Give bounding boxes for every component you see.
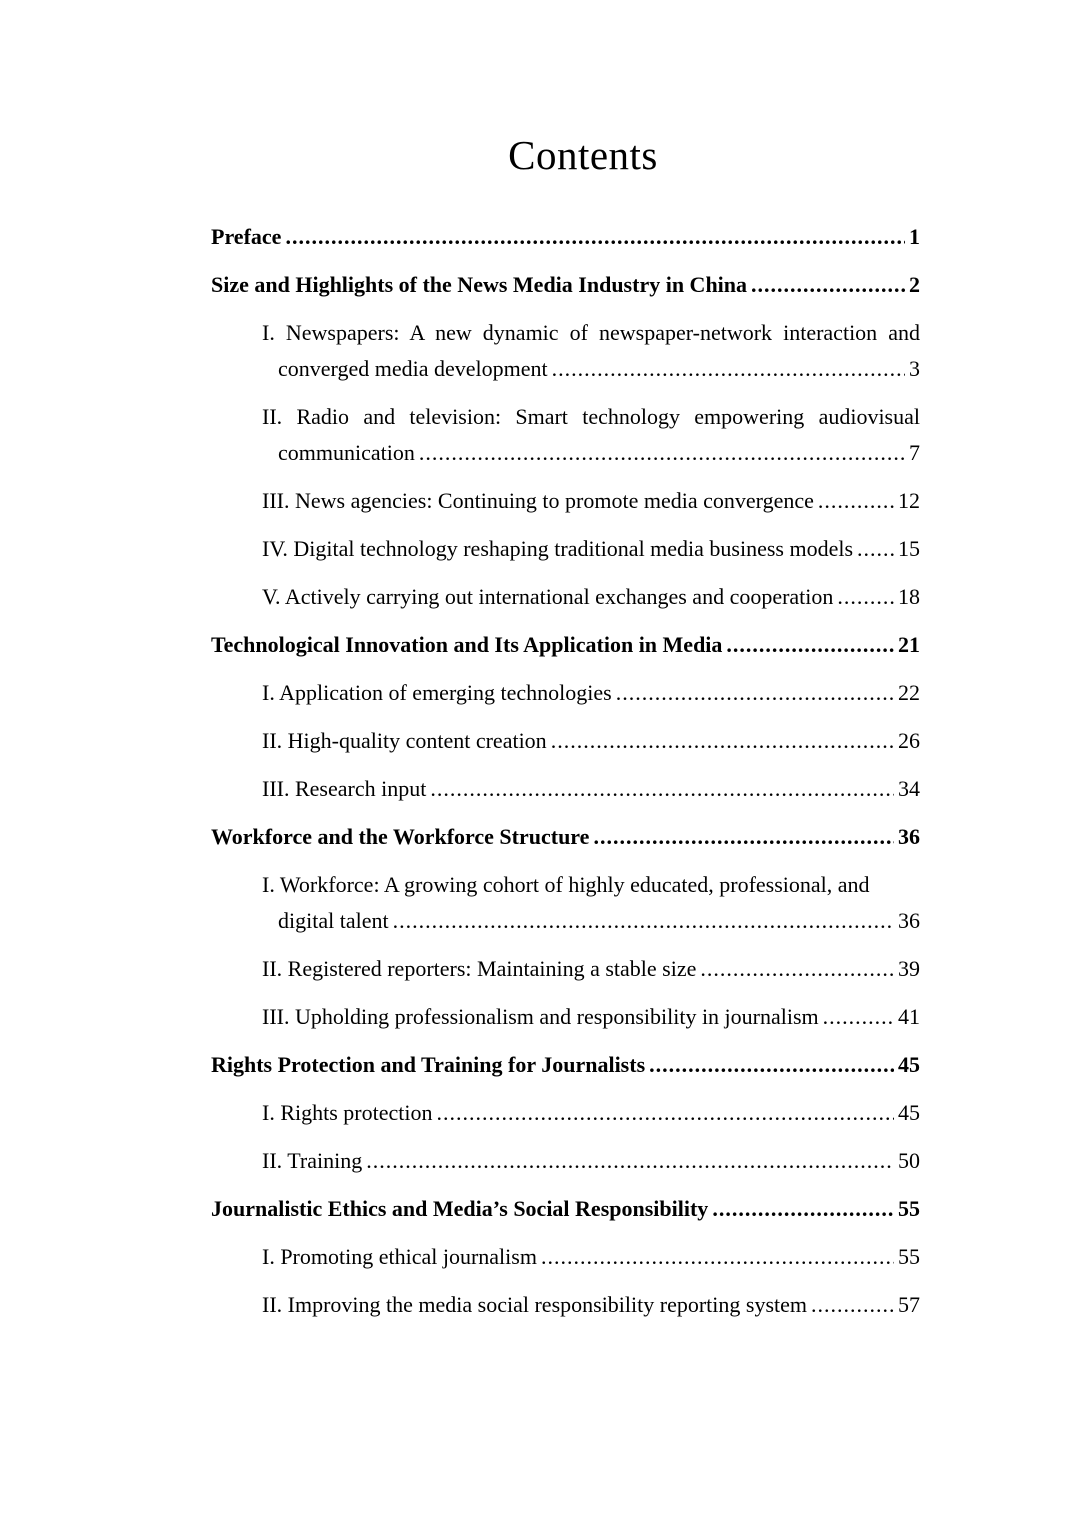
toc-entry[interactable] [211, 771, 920, 807]
dot-leader [616, 675, 894, 711]
toc-entry[interactable] [211, 483, 920, 519]
dot-leader [712, 1191, 894, 1227]
toc-entry-row [262, 1095, 920, 1131]
toc-entry-label: Journalistic Ethics and Media’s Social Responsibility [211, 1196, 709, 1221]
dot-leader [857, 531, 894, 567]
toc-entry[interactable] [211, 999, 920, 1035]
page-number: 45 [898, 1100, 920, 1125]
page-number: 21 [898, 632, 920, 657]
toc-entry-row [262, 903, 920, 939]
page-number: 2 [909, 272, 920, 297]
toc-entry[interactable] [211, 1239, 920, 1275]
toc-entry-label: II. High-quality content creation [262, 728, 547, 753]
toc-entry-row [262, 999, 920, 1035]
page-number: 1 [909, 224, 920, 249]
toc-entry-label: I. Promoting ethical journalism [262, 1244, 537, 1269]
toc-entry-row [262, 351, 920, 387]
toc-entry-row [262, 1239, 920, 1275]
dot-leader [285, 219, 905, 255]
toc-entry[interactable] [211, 531, 920, 567]
page-number: 45 [898, 1052, 920, 1077]
toc-entry-row [211, 819, 920, 855]
toc-entry-label: IV. Digital technology reshaping traditional media business models [262, 536, 854, 561]
page-number: 50 [898, 1148, 920, 1173]
toc-entry[interactable] [211, 1095, 920, 1131]
dot-leader [436, 1095, 894, 1131]
toc-entry-row [262, 483, 920, 519]
toc-entry-label: Technological Innovation and Its Application in Media [211, 632, 723, 657]
page-number: 15 [898, 536, 920, 561]
dot-leader [393, 903, 894, 939]
toc-entry[interactable] [211, 627, 920, 663]
dot-leader [649, 1047, 894, 1083]
toc-entry-label: III. News agencies: Continuing to promote media convergence [262, 488, 814, 513]
toc-entry[interactable] [211, 675, 920, 711]
toc-entry-row [262, 579, 920, 615]
page-number: 39 [898, 956, 920, 981]
dot-leader [551, 723, 894, 759]
toc-list [211, 219, 920, 1335]
page-number: 7 [909, 440, 920, 465]
toc-entry-label: II. Registered reporters: Maintaining a stable size [262, 956, 697, 981]
toc-entry-row [262, 675, 920, 711]
page-number: 36 [898, 824, 920, 849]
toc-entry-row [211, 219, 920, 255]
toc-entry[interactable] [211, 399, 920, 471]
toc-entry[interactable] [211, 1191, 920, 1227]
toc-entry-label: I. Application of emerging technologies [262, 680, 612, 705]
page-number: 22 [898, 680, 920, 705]
toc-entry-row [211, 1191, 920, 1227]
page-number: 3 [909, 356, 920, 381]
dot-leader [837, 579, 894, 615]
toc-entry-label: Rights Protection and Training for Journalists [211, 1052, 646, 1077]
toc-entry[interactable] [211, 867, 920, 939]
dot-leader [366, 1143, 894, 1179]
toc-entry-label: communication [278, 440, 415, 465]
page-number: 41 [898, 1004, 920, 1029]
toc-entry[interactable] [211, 951, 920, 987]
toc-entry[interactable] [211, 219, 920, 255]
dot-leader [552, 351, 905, 387]
toc-entry-label: III. Upholding professionalism and responsibility in journalism [262, 1004, 819, 1029]
dot-leader [751, 267, 905, 303]
dot-leader [811, 1287, 894, 1323]
dot-leader [541, 1239, 894, 1275]
page-number: 55 [898, 1244, 920, 1269]
toc-entry-label: V. Actively carrying out international exchanges and cooperation [262, 584, 834, 609]
toc-entry[interactable] [211, 579, 920, 615]
toc-entry[interactable] [211, 315, 920, 387]
page-number: 57 [898, 1292, 920, 1317]
toc-entry-row [262, 435, 920, 471]
page-number: 36 [898, 908, 920, 933]
toc-entry[interactable] [211, 1143, 920, 1179]
page-number: 26 [898, 728, 920, 753]
toc-entry-label: II. Training [262, 1148, 363, 1173]
toc-entry-row [262, 771, 920, 807]
toc-entry-label: digital talent [278, 908, 389, 933]
dot-leader [430, 771, 894, 807]
toc-entry-row [262, 951, 920, 987]
dot-leader [726, 627, 894, 663]
page-number: 12 [898, 488, 920, 513]
toc-entry-row [262, 723, 920, 759]
toc-entry-label: Workforce and the Workforce Structure [211, 824, 590, 849]
toc-entry-row [211, 267, 920, 303]
toc-entry-line1: I. Workforce: A growing cohort of highly educated, professional, and [262, 872, 870, 897]
toc-entry-label: III. Research input [262, 776, 427, 801]
dot-leader [593, 819, 894, 855]
toc-entry[interactable] [211, 267, 920, 303]
page-title: Contents [508, 132, 658, 178]
dot-leader [419, 435, 905, 471]
dot-leader [700, 951, 894, 987]
toc-entry-row [211, 627, 920, 663]
toc-entry-row [262, 1143, 920, 1179]
dot-leader [823, 999, 894, 1035]
toc-entry[interactable] [211, 819, 920, 855]
dot-leader [818, 483, 894, 519]
toc-entry-row [211, 1047, 920, 1083]
toc-entry[interactable] [211, 1047, 920, 1083]
toc-entry-row [262, 1287, 920, 1323]
toc-entry-line1: II. Radio and television: Smart technology empowering audiovisual [262, 404, 920, 429]
toc-entry-label: converged media development [278, 356, 548, 381]
toc-entry-label: I. Rights protection [262, 1100, 433, 1125]
page-number: 55 [898, 1196, 920, 1221]
toc-entry-row [262, 531, 920, 567]
page-number: 18 [898, 584, 920, 609]
toc-entry[interactable] [211, 1287, 920, 1323]
toc-entry-line1: I. Newspapers: A new dynamic of newspaper-network interaction and [262, 320, 920, 345]
page-number: 34 [898, 776, 920, 801]
toc-entry[interactable] [211, 723, 920, 759]
toc-entry-label: II. Improving the media social responsibility reporting system [262, 1292, 808, 1317]
toc-entry-label: Size and Highlights of the News Media Industry in China [211, 272, 748, 297]
toc-entry-label: Preface [211, 224, 282, 249]
